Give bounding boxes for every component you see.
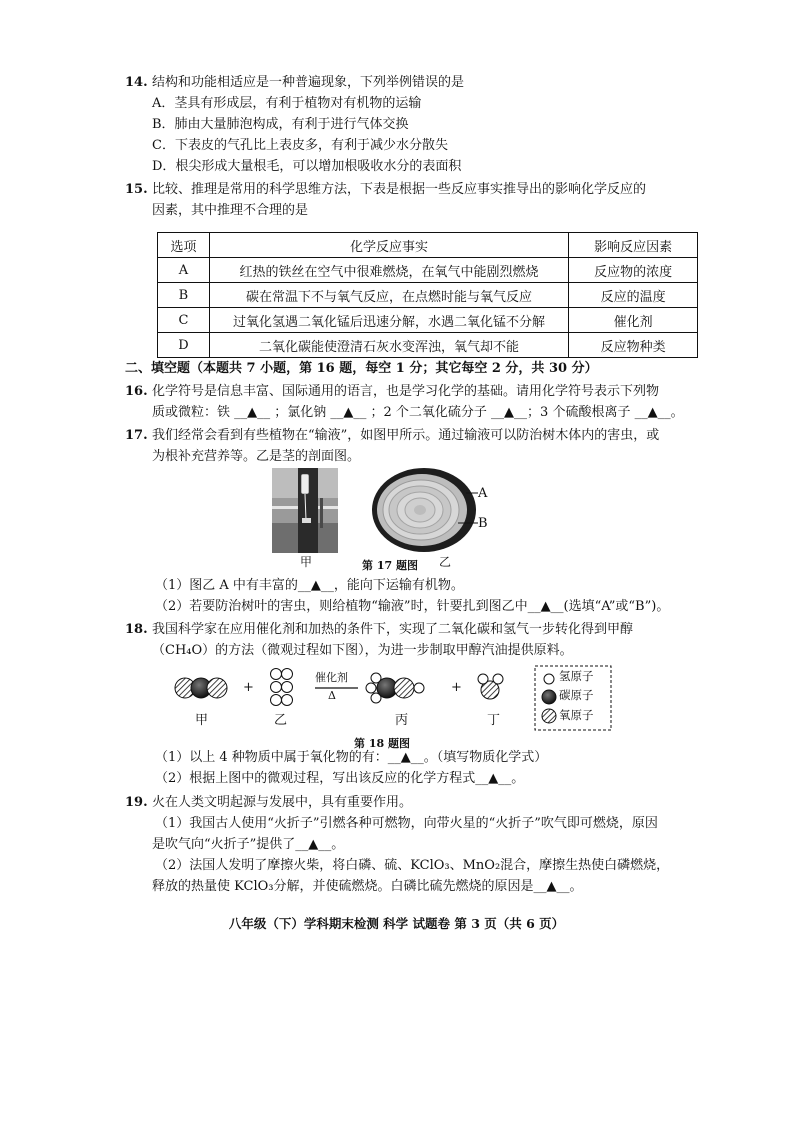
q18-number: 18. xyxy=(125,622,148,637)
h2-molecules xyxy=(271,669,293,706)
q19-sub1a: （1）我国古人使用“火折子”引燃各种可燃物，向带火星的“火折子”吹气即可燃烧，原因 xyxy=(155,816,658,831)
fig17-caption: 第 17 题图 xyxy=(362,559,418,572)
q17-number: 17. xyxy=(125,428,148,443)
table-cell: 二氧化碳能使澄清石灰水变浑浊，氧气却不能 xyxy=(209,333,568,358)
q18-sub1: （1）以上 4 种物质中属于氧化物的有：__▲__。（填写物质化学式） xyxy=(155,750,548,765)
q14-number: 14. xyxy=(125,75,148,90)
label-a: A xyxy=(478,486,488,501)
name-bing: 丙 xyxy=(395,713,409,728)
name-jia: 甲 xyxy=(195,713,209,728)
table-cell: C xyxy=(158,308,210,333)
table-cell: 反应物的浓度 xyxy=(569,258,698,283)
heat-symbol: Δ xyxy=(328,689,336,702)
stem-cross-section xyxy=(370,466,480,553)
table-row xyxy=(158,258,698,283)
q17-line1: 我们经常会看到有些植物在“输液”，如图甲所示。通过输液可以防治树木体内的害虫，或 xyxy=(152,428,660,443)
q16-line2: 质或微粒：铁 __▲__ ；氯化钠 __▲__ ；2 个二氧化硫分子 __▲__；3 个硫酸根离子 __▲__。 xyxy=(152,405,684,420)
q19-sub1b: 是吹气向“火折子”提供了__▲__。 xyxy=(152,837,345,852)
q16-line1: 化学符号是信息丰富、国际通用的语言，也是学习化学的基础。请用化学符号表示下列物 xyxy=(152,384,660,399)
q18-sub2: （2）根据上图中的微观过程，写出该反应的化学方程式__▲__。 xyxy=(155,771,525,786)
q18-line2: （CH₄O）的方法（微观过程如下图），为进一步制取甲醇汽油提供原料。 xyxy=(152,643,573,658)
plus-sign: + xyxy=(243,680,254,695)
q18-line1: 我国科学家在应用催化剂和加热的条件下，实现了二氧化碳和氢气一步转化得到甲醇 xyxy=(152,622,634,637)
plus-sign: + xyxy=(451,680,462,695)
q14-option-d: D．根尖形成大量根毛，可以增加根吸收水分的表面积 xyxy=(152,159,462,174)
section-2-heading: 二、填空题（本题共 7 小题，第 16 题，每空 1 分；其它每空 2 分，共 30 分） xyxy=(125,361,598,376)
q17-line2: 为根补充营养等。乙是茎的剖面图。 xyxy=(152,449,361,464)
q14-option-c: C．下表皮的气孔比上表皮多，有利于减少水分散失 xyxy=(152,138,448,153)
table-row xyxy=(158,333,698,358)
carbon-atom-icon xyxy=(542,690,556,704)
table-cell: 反应的温度 xyxy=(569,283,698,308)
hydrogen-atom-icon xyxy=(544,674,554,684)
q19-sub2a: （2）法国人发明了摩擦火柴，将白磷、硫、KClO₃、MnO₂混合，摩擦生热使白磷燃烧， xyxy=(155,858,670,873)
q19-number: 19. xyxy=(125,795,148,810)
table-header: 选项 xyxy=(158,233,210,258)
table-cell: 催化剂 xyxy=(569,308,698,333)
table-cell: 红热的铁丝在空气中很难燃烧，在氧气中能剧烈燃烧 xyxy=(209,258,568,283)
fig17-label-jia: 甲 xyxy=(300,555,313,569)
oxygen-atom-icon xyxy=(542,709,556,723)
reaction-table xyxy=(157,232,698,358)
tree-infusion-photo xyxy=(272,468,338,553)
table-cell: 过氧化氢遇二氧化锰后迅速分解，水遇二氧化锰不分解 xyxy=(209,308,568,333)
table-cell: A xyxy=(158,258,210,283)
q19-sub2b: 释放的热量使 KClO₃分解，并使硫燃烧。白磷比硫先燃烧的原因是__▲__。 xyxy=(152,879,583,894)
name-ding: 丁 xyxy=(487,713,501,728)
table-row xyxy=(158,283,698,308)
table-cell: 反应物种类 xyxy=(569,333,698,358)
catalyst-label: 催化剂 xyxy=(315,671,348,684)
table-row xyxy=(158,308,698,333)
methanol-molecule xyxy=(366,673,424,703)
table-cell: 碳在常温下不与氧气反应，在点燃时能与氧气反应 xyxy=(209,283,568,308)
table-cell: B xyxy=(158,283,210,308)
q14-option-a: A．茎具有形成层，有利于植物对有机物的运输 xyxy=(152,96,422,111)
co2-molecule xyxy=(175,678,227,698)
legend-hydrogen: 氢原子 xyxy=(559,669,594,683)
table-header-row xyxy=(158,233,698,258)
q14-stem: 结构和功能相适应是一种普遍现象，下列举例错误的是 xyxy=(152,75,465,90)
q15-number: 15. xyxy=(125,182,148,197)
legend-oxygen: 氧原子 xyxy=(559,708,594,722)
reaction-micro-diagram xyxy=(165,664,615,740)
legend-carbon: 碳原子 xyxy=(559,688,594,702)
table-cell: D xyxy=(158,333,210,358)
water-molecule xyxy=(478,674,503,699)
page-footer: 八年级（下）学科期末检测 科学 试题卷 第 3 页（共 6 页） xyxy=(228,916,565,931)
name-yi: 乙 xyxy=(274,713,288,728)
q19-line1: 火在人类文明起源与发展中，具有重要作用。 xyxy=(152,795,413,810)
fig17-label-yi: 乙 xyxy=(439,555,452,569)
q15-stem-line1: 比较、推理是常用的科学思维方法，下表是根据一些反应事实推导出的影响化学反应的 xyxy=(152,182,647,197)
q15-stem-line2: 因素，其中推理不合理的是 xyxy=(152,203,309,218)
q17-sub2: （2）若要防治树叶的害虫，则给植物“输液”时，针要扎到图乙中__▲__(选填“A”或“B”)。 xyxy=(155,599,670,614)
q17-sub1: （1）图乙 A 中有丰富的__▲__，能向下运输有机物。 xyxy=(155,578,464,593)
q16-number: 16. xyxy=(125,384,148,399)
table-header: 化学反应事实 xyxy=(209,233,568,258)
table-header: 影响反应因素 xyxy=(569,233,698,258)
fig18-caption: 第 18 题图 xyxy=(354,737,410,750)
label-b: B xyxy=(478,516,488,531)
q14-option-b: B．肺由大量肺泡构成，有利于进行气体交换 xyxy=(152,117,409,132)
